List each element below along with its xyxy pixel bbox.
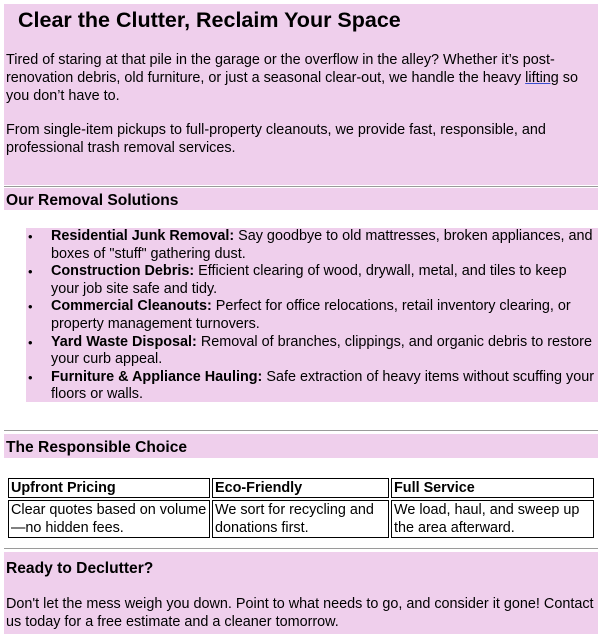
table-header-cell: Eco-Friendly: [212, 478, 389, 498]
intro-text-start: Tired of staring at that pile in the garage or the overflow in the alley? Whether it’s post-renovation debris, old furniture, or just a seasonal clear-out, we handle the heavy: [6, 52, 555, 86]
list-item: [26, 334, 598, 369]
list-item: [26, 298, 598, 333]
features-table: [6, 476, 596, 540]
bullet: •: [28, 369, 33, 385]
table-cell: We sort for recycling and donations first.: [212, 500, 389, 538]
bullet: •: [28, 229, 33, 244]
table-cell: We load, haul, and sweep up the area afterward.: [391, 500, 594, 538]
item-text: Removal of branches, clippings, and organic debris to restore your curb appeal.: [51, 333, 592, 368]
choice-heading: The Responsible Choice: [6, 439, 188, 456]
solutions-heading: Our Removal Solutions: [6, 192, 179, 209]
table-row: [8, 500, 594, 538]
table-header-cell: Full Service: [391, 478, 594, 498]
spellcheck-word-lifting: lifting: [525, 70, 559, 86]
bullet: •: [28, 299, 33, 315]
item-label: Residential Junk Removal:: [51, 228, 235, 244]
solutions-list: [26, 228, 598, 404]
divider: [4, 548, 598, 549]
bullet: •: [28, 334, 33, 350]
page-title: Clear the Clutter, Reclaim Your Space: [18, 8, 401, 32]
item-text: Perfect for office relocations, retail inventory clearing, or property management turnovers.: [51, 298, 571, 332]
solutions-heading-band: [4, 188, 598, 210]
cta-heading: Ready to Declutter?: [6, 560, 154, 577]
table-header-cell: Upfront Pricing: [8, 478, 210, 498]
item-label: Yard Waste Disposal:: [51, 333, 197, 350]
divider: [4, 186, 598, 187]
intro-section: [4, 4, 598, 185]
item-text: Efficient clearing of wood, drywall, metal, and tiles to keep your job site safe and tidy.: [51, 263, 567, 297]
item-text: Say goodbye to old mattresses, broken appliances, and boxes of "stuff" gathering dust.: [51, 228, 593, 262]
bullet: •: [28, 264, 33, 280]
item-label: Commercial Cleanouts:: [51, 298, 212, 315]
choice-heading-band: [4, 434, 598, 458]
divider: [4, 430, 598, 431]
solutions-list-band: [26, 228, 598, 402]
cta-section: [4, 552, 598, 634]
item-label: Furniture & Appliance Hauling:: [51, 368, 263, 385]
intro-text-end: so you don’t have to.: [6, 70, 578, 104]
list-item: [26, 263, 598, 298]
list-item: [26, 369, 598, 404]
list-item: [26, 228, 598, 263]
services-summary-paragraph: From single-item pickups to full-property cleanouts, we provide fast, responsible, and professional trash removal services.: [6, 122, 546, 156]
table-cell: Clear quotes based on volume—no hidden fees.: [8, 500, 210, 538]
item-label: Construction Debris:: [51, 263, 195, 280]
item-text: Safe extraction of heavy items without scuffing your floors or walls.: [51, 368, 595, 403]
table-header-row: [8, 478, 594, 498]
cta-text: Don't let the mess weigh you down. Point to what needs to go, and consider it gone! Contact us today for a free estimate and a cleaner tomorrow.: [6, 596, 594, 630]
intro-paragraph: [6, 51, 596, 105]
